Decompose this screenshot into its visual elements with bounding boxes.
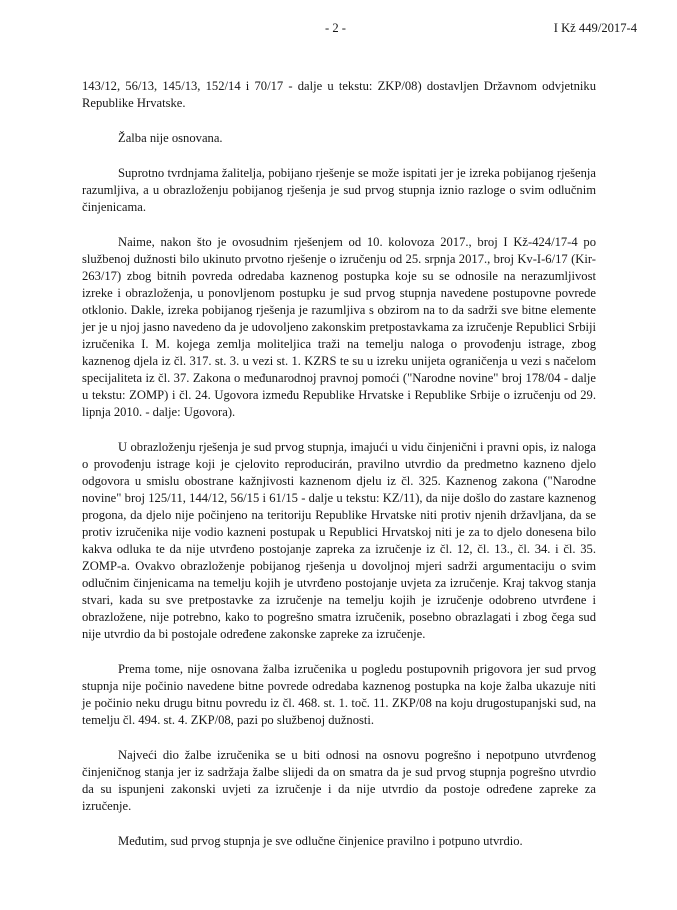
paragraph-reasoning: U obrazloženju rješenja je sud prvog stupnja, imajući u vidu činjenični i pravni opis, iz naloga o provođenju istrage koji je cjelovito reproducirán, pravilno utvrdio da predmetno kazneno djelo odgovora u smislu obostrane kažnjivosti kaznenom djelu iz čl. 325. Kaznenog zakona ("Narodne novine" broj 125/11, 144/12, 56/15 i 61/15 - dalje u tekstu: KZ/11), da nije došlo do zastare kaznenog progona, da djelo nije počinjeno na teritoriju Republike Hrvatske niti protiv njenih državljana, da se protiv izručenika nije vodio kazneni postupak u Republici Hrvatskoj niti je za to djelo donesena bilo kakva odluka te da nije utvrđeno postojanje zapreka za izručenje iz čl. 12, čl. 13., čl. 34. i čl. 35. ZOMP-a. Ovakvo obrazloženje pobijanog rješenja u dovoljnoj mjeri sadrži argumentaciju o svim odlučnim činjenicama na temelju kojih je utvrđeno postojanje uvjeta za izručenje. Kraj takvog stanja stvari, kada su sve pretpostavke za izručenje na temelju kojih je izručenje odobreno utvrđene i obrazložene, nije potrebno, kako to pogrešno smatra izručenik, posebno obrazlagati i zbog čega sud nije utvrdio da bi postojale određene zakonske zapreke za izručenje. — [82, 440, 596, 641]
paragraph-contrary-claims: Suprotno tvrdnjama žalitelja, pobijano rješenje se može ispitati jer je izreka pobijanog rješenja razumljiva, a u obrazloženju pobijanog rješenja je sud prvog stupnja iznio razloge o svim odlučnim činjenicama. — [82, 166, 596, 214]
document-body — [82, 78, 596, 850]
case-number: I Kž 449/2017-4 — [553, 21, 637, 35]
page-header — [0, 21, 677, 39]
paragraph-conclusion-procedural: Prema tome, nije osnovana žalba izručenika u pogledu postupovnih prigovora jer sud prvog stupnja nije počinio navedene bitne povrede odredaba kaznenog postupka na koje žalba ukazuje niti je počinio neku drugu bitnu povredu iz čl. 468. st. 1. toč. 11. ZKP/08 na koju drugostupanjski sud, na temelju čl. 494. st. 4. ZKP/08, pazi po službenoj dužnosti. — [82, 662, 596, 727]
page-number: - 2 - — [325, 21, 346, 35]
paragraph-final: Međutim, sud prvog stupnja je sve odlučne činjenice pravilno i potpuno utvrdio. — [118, 834, 523, 848]
paragraph-procedural-history: Naime, nakon što je ovosudnim rješenjem od 10. kolovoza 2017., broj I Kž-424/17-4 po službenoj dužnosti bilo ukinuto prvotno rješenje o izručenju od 25. srpnja 2017., broj Kv-I-6/17 (Kir-263/17) zbog bitnih povreda odredaba kaznenog postupka koje su se odnosile na nerazumljivost izreke i obrazloženja, u ponovljenom postupku je sud prvog stupnja navedene postupovne povrede otklonio. Dakle, izreka pobijanog rješenja je razumljiva s obzirom na to da sadrži sve bitne elemente jer je u njoj jasno navedeno da je udovoljeno zakonskim pretpostavkama za izručenje Republici Srbiji izručenika I. M. kojega zemlja moliteljica traži na temelju naloga o provođenju istrage, zbog kaznenog djela iz čl. 317. st. 3. u vezi st. 1. KZRS te su u izreku unijeta ograničenja u vezi s načelom specijaliteta iz čl. 37. Zakona o međunarodnoj pravnoj pomoći ("Narodne novine" broj 178/04 - dalje u tekstu: ZOMP) i čl. 24. Ugovora između Republike Hrvatske i Republike Srbije o izručenju od 29. lipnja 2010. - dalje: Ugovora). — [82, 235, 596, 419]
paragraph-appeal-verdict: Žalba nije osnovana. — [118, 131, 223, 145]
paragraph-continuation: 143/12, 56/13, 145/13, 152/14 i 70/17 - dalje u tekstu: ZKP/08) dostavljen Državnom odvjetniku Republike Hrvatske. — [82, 79, 596, 110]
paragraph-factual-appeal: Najveći dio žalbe izručenika se u biti odnosi na osnovu pogrešno i nepotpuno utvrđenog činjeničnog stanja jer iz sadržaja žalbe slijedi da on smatra da je sud prvog stupnja pogrešno utvrdio da su ispunjeni zakonski uvjeti za izručenje i da nije utvrdio da postoje određene zapreke za izručenje. — [82, 748, 596, 813]
